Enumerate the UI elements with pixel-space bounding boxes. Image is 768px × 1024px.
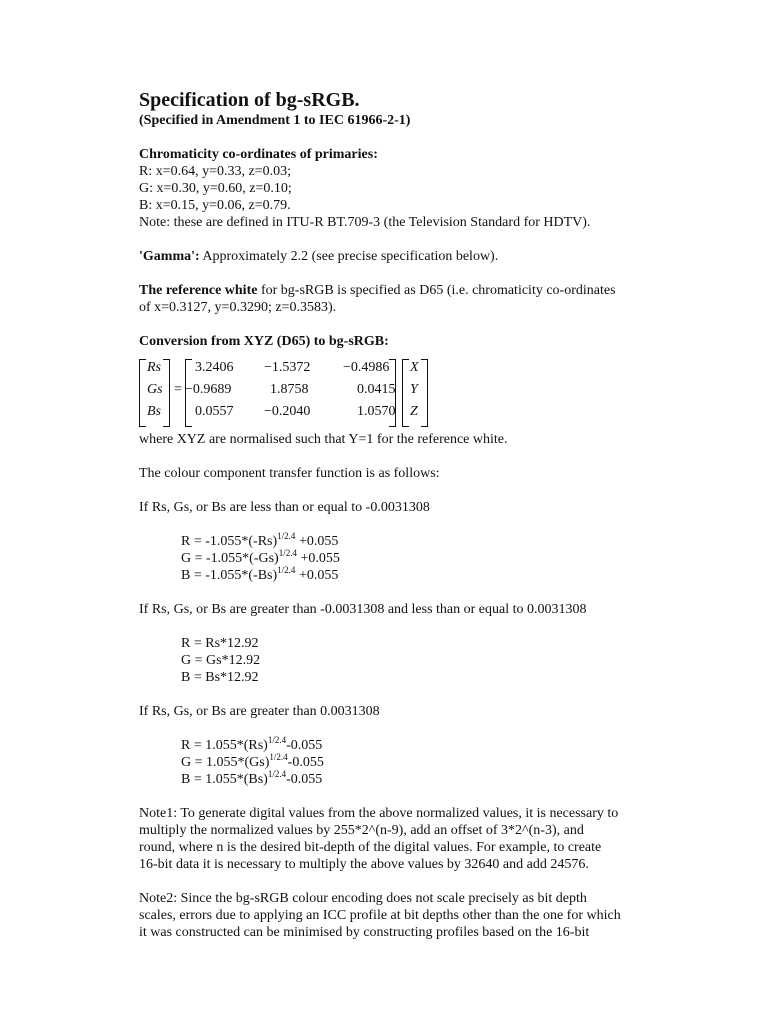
lhs-gs: Gs (147, 382, 163, 397)
conversion-matrix-equation (139, 359, 639, 431)
note1-paragraph (139, 805, 639, 873)
conversion-heading: Conversion from XYZ (D65) to bg-sRGB: (139, 334, 389, 349)
gamma-text: Approximately 2.2 (see precise specification below). (199, 249, 499, 264)
page-title: Specification of bg-sRGB. (139, 89, 360, 111)
rhs-z: Z (410, 404, 418, 419)
matrix-cell: 3.2406 (195, 360, 234, 375)
equals-sign: = (174, 382, 182, 397)
case3-eq-b: $B = 1.055*(Bs)^{1/2.4}-0.055$ (181, 769, 323, 787)
gamma-label: 'Gamma': (139, 249, 200, 264)
matrix-cell: −1.5372 (264, 360, 311, 375)
white-text-1: for bg-sRGB is specified as D65 (i.e. chromaticity co-ordinates (257, 283, 616, 298)
case2-eq-r: R = Rs*12.92 (181, 636, 259, 651)
case1-eq-g: $G = -1.055*(-Gs)^{1/2.4} +0.055$ (181, 548, 340, 566)
case2-condition: If Rs, Gs, or Bs are greater than -0.0031308 and less than or equal to 0.0031308 (139, 602, 587, 617)
lhs-bs: Bs (147, 404, 161, 419)
case2-equations (139, 635, 639, 686)
case2-eq-g: G = Gs*12.92 (181, 653, 261, 668)
chromaticity-green: G: x=0.30, y=0.60, z=0.10; (139, 181, 292, 196)
case2-eq-b: B = Bs*12.92 (181, 670, 259, 685)
note2-line: Note2: Since the bg-sRGB colour encoding does not scale precisely as bit depth (139, 891, 587, 906)
rhs-y: Y (410, 382, 418, 397)
white-label: The reference white (139, 283, 258, 298)
case3-eq-r: $R = 1.055*(Rs)^{1/2.4}-0.055$ (181, 735, 323, 753)
lhs-rs: Rs (147, 360, 161, 375)
coefficient-matrix (185, 359, 397, 427)
case3-condition: If Rs, Gs, or Bs are greater than 0.0031308 (139, 704, 380, 719)
document-body (139, 88, 639, 941)
white-text-2: of x=0.3127, y=0.3290; z=0.3583). (139, 300, 337, 315)
rhs-x: X (410, 360, 419, 375)
note1-line: Note1: To generate digital values from the above normalized values, it is necessary to (139, 806, 619, 821)
case1-eq-r: $R = -1.055*(-Rs)^{1/2.4} +0.055$ (181, 531, 339, 549)
matrix-cell: 0.0557 (195, 404, 234, 419)
chromaticity-note: Note: these are defined in ITU-R BT.709-3 (the Television Standard for HDTV). (139, 215, 591, 230)
conversion-note: where XYZ are normalised such that Y=1 for the reference white. (139, 432, 508, 447)
case1-equations (139, 533, 639, 584)
transfer-intro: The colour component transfer function is as follows: (139, 466, 440, 481)
case3-eq-g: $G = 1.055*(Gs)^{1/2.4}-0.055$ (181, 752, 324, 770)
rhs-vector (402, 359, 428, 427)
matrix-cell: 1.8758 (270, 382, 309, 397)
case1-eq-b: $B = -1.055*(-Bs)^{1/2.4} +0.055$ (181, 565, 339, 583)
chromaticity-heading: Chromaticity co-ordinates of primaries: (139, 147, 378, 162)
lhs-vector (139, 359, 171, 427)
matrix-cell: 1.0570 (357, 404, 396, 419)
note2-paragraph (139, 890, 639, 941)
white-paragraph (139, 282, 639, 299)
gamma-paragraph (139, 248, 639, 265)
chromaticity-blue: B: x=0.15, y=0.06, z=0.79. (139, 198, 291, 213)
matrix-cell: −0.2040 (264, 404, 311, 419)
note1-line: 16-bit data it is necessary to multiply the above values by 32640 and add 24576. (139, 857, 589, 872)
case1-condition: If Rs, Gs, or Bs are less than or equal to -0.0031308 (139, 500, 430, 515)
page-subtitle: (Specified in Amendment 1 to IEC 61966-2-1) (139, 113, 411, 128)
matrix-cell: −0.4986 (343, 360, 390, 375)
note1-line: multiply the normalized values by 255*2^(n-9), add an offset of 3*2^(n-3), and (139, 823, 584, 838)
note1-line: round, where n is the desired bit-depth of the digital values. For example, to create (139, 840, 602, 855)
case3-equations (139, 737, 639, 788)
matrix-cell: 0.0415 (357, 382, 396, 397)
chromaticity-red: R: x=0.64, y=0.33, z=0.03; (139, 164, 292, 179)
note2-line: it was constructed can be minimised by constructing profiles based on the 16-bit (139, 925, 590, 940)
note2-line: scales, errors due to applying an ICC profile at bit depths other than the one for which (139, 908, 621, 923)
matrix-cell: −0.9689 (185, 382, 232, 397)
